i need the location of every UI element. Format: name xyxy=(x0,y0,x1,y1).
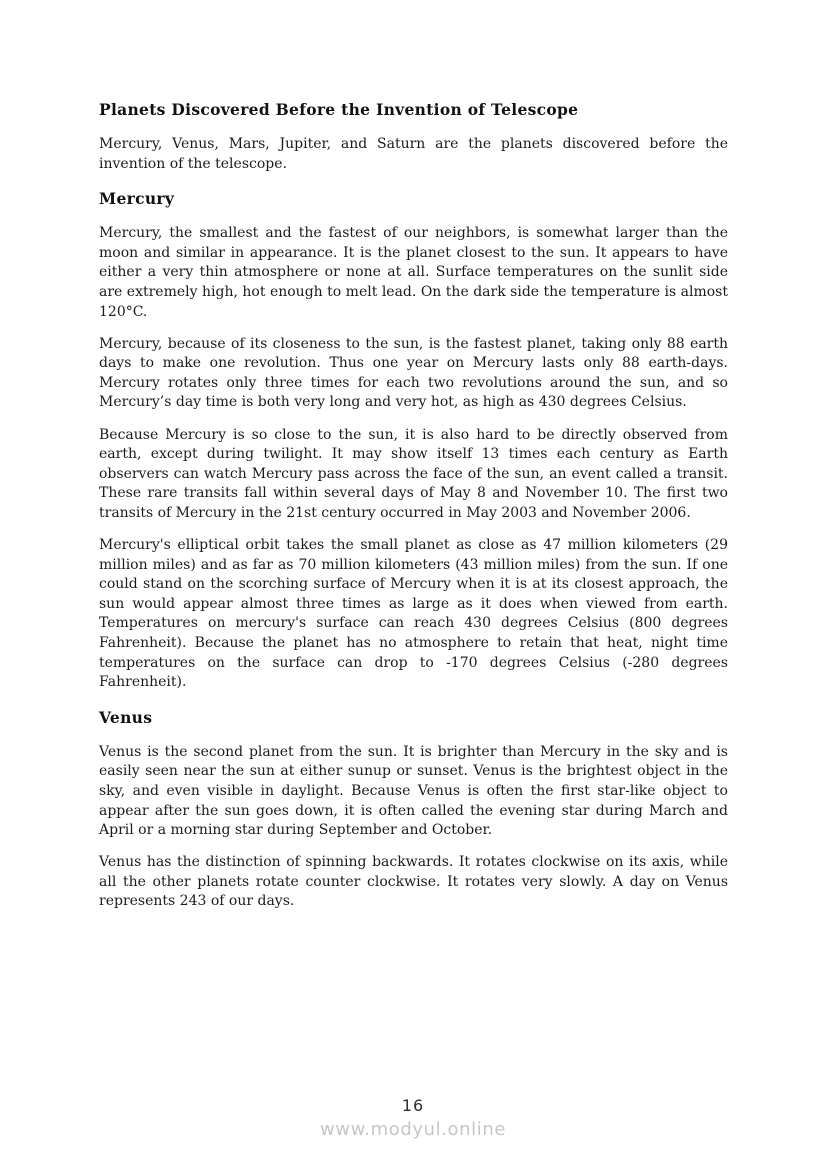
intro-paragraph: Mercury, Venus, Mars, Jupiter, and Saturn are the planets discovered before the invention of the telescope. xyxy=(99,136,728,172)
mercury-paragraph-2: Mercury, because of its closeness to the sun, is the fastest planet, taking only 88 earth days to make one revolution. Thus one year on Mercury lasts only 88 earth-days. Mercury rotates only three times for each two revolutions around the sun, and so Mercury’s day time is both very long and very hot, as high as 430 degrees Celsius. xyxy=(99,335,728,411)
watermark: www.modyul.online xyxy=(319,1119,507,1140)
mercury-paragraph-1: Mercury, the smallest and the fastest of our neighbors, is somewhat larger than the moon and similar in appearance. It is the planet closest to the sun. It appears to have either a very thin atmosphere or none at all. Surface temperatures on the sunlit side are extremely high, hot enough to melt lead. On the dark side the temperature is almost 120°C. xyxy=(99,225,728,320)
section-heading-venus: Venus xyxy=(99,707,153,727)
document-title: Planets Discovered Before the Invention of Telescope xyxy=(99,100,579,119)
venus-paragraph-2: Venus has the distinction of spinning backwards. It rotates clockwise on its axis, while all the other planets rotate counter clockwise. It rotates very slowly. A day on Venus represents 243 of our days. xyxy=(99,854,728,910)
mercury-paragraph-3: Because Mercury is so close to the sun, it is also hard to be directly observed from earth, except during twilight. It may show itself 13 times each century as Earth observers can watch Mercury pass across the face of the sun, an event called a transit. These rare transits fall within several days of May 8 and November 10. The first two transits of Mercury in the 21st century occurred in May 2003 and November 2006. xyxy=(99,426,728,521)
page-footer xyxy=(0,1096,826,1140)
mercury-paragraph-4: Mercury's elliptical orbit takes the small planet as close as 47 million kilometers (29 million miles) and as far as 70 million kilometers (43 million miles) from the sun. If one could stand on the scorching surface of Mercury when it is at its closest approach, the sun would appear almost three times as large as it does when viewed from earth. Temperatures on mercury's surface can reach 430 degrees Celsius (800 degrees Fahrenheit). Because the planet has no atmosphere to retain that heat, night time temperatures on the surface can drop to -170 degrees Celsius (-280 degrees Fahrenheit). xyxy=(99,537,728,691)
section-heading-mercury: Mercury xyxy=(99,189,175,209)
page-content xyxy=(99,100,728,925)
page-number: 16 xyxy=(401,1096,425,1115)
venus-paragraph-1: Venus is the second planet from the sun. It is brighter than Mercury in the sky and is easily seen near the sun at either sunup or sunset. Venus is the brightest object in the sky, and even visible in daylight. Because Venus is often the first star-like object to appear after the sun goes down, it is often called the evening star during March and April or a morning star during September and October. xyxy=(99,743,728,839)
